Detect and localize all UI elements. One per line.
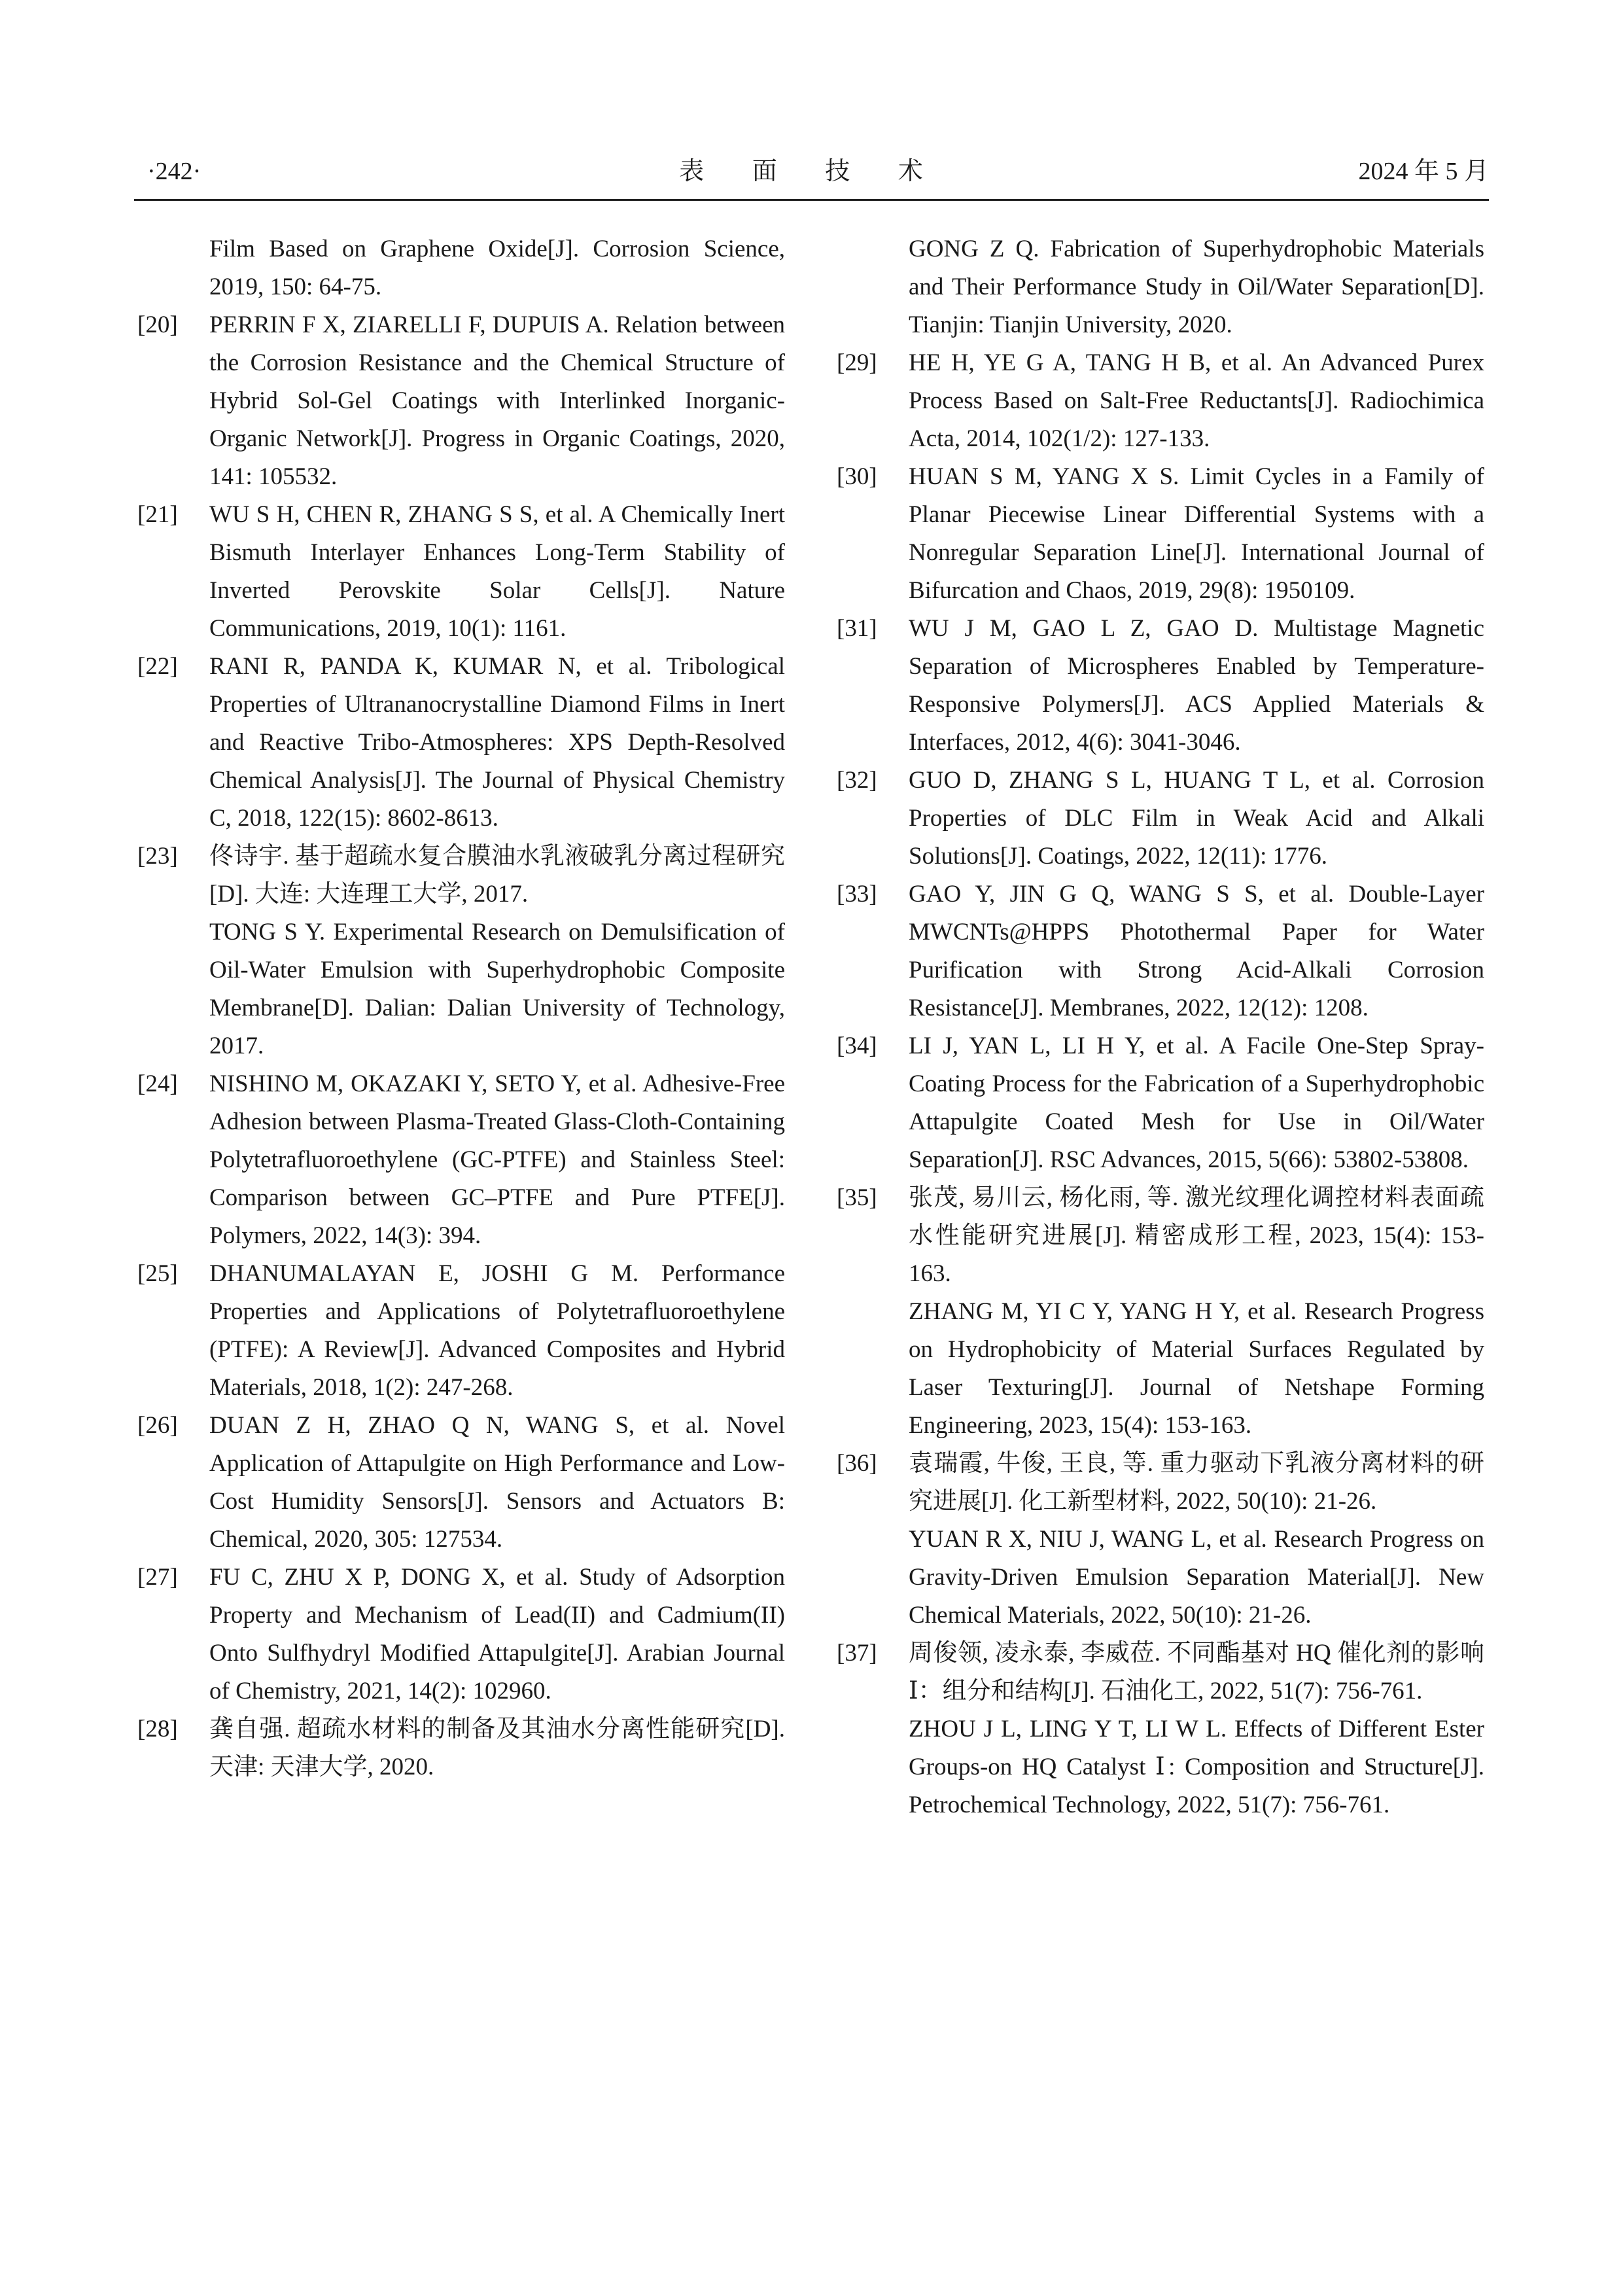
reference-text: LI J, YAN L, LI H Y, et al. A Facile One-Step Spray-Coating Process for the Fabrication of a Superhydrophobic Attapulgite Coated Mesh for Use in Oil/Water Separation[J]. RSC Advances, 2015, 5(66): 53802-53808. <box>909 1033 1484 1173</box>
reference-entry <box>137 648 785 838</box>
reference-text-english: ZHOU J L, LING Y T, LI W L. Effects of Different Ester Groups-on HQ Catalyst Ⅰ: Composition and Structure[J]. Petrochemical Technology, 2022, 51(7): 756-761. <box>909 1716 1484 1818</box>
reference-number: [31] <box>837 615 877 642</box>
reference-number: [34] <box>837 1033 877 1059</box>
reference-text-chinese: 袁瑞霞, 牛俊, 王良, 等. 重力驱动下乳液分离材料的研究进展[J]. 化工新型材料, 2022, 50(10): 21-26. <box>909 1450 1484 1515</box>
reference-entry <box>137 1710 785 1786</box>
reference-number: [30] <box>837 463 877 490</box>
reference-entry <box>137 306 785 496</box>
reference-number: [24] <box>137 1070 178 1097</box>
reference-entry <box>837 610 1484 762</box>
reference-entry <box>137 1559 785 1710</box>
reference-entry <box>837 1445 1484 1634</box>
reference-entry <box>137 230 785 306</box>
reference-number: [29] <box>837 349 877 376</box>
page-number: ·242· <box>147 158 201 185</box>
reference-number: [20] <box>137 311 178 338</box>
reference-entry <box>837 344 1484 458</box>
reference-text-english: ZHANG M, YI C Y, YANG H Y, et al. Research Progress on Hydrophobicity of Material Surfaces Regulated by Laser Texturing[J]. Journal of Netshape Forming Engineering, 2023, 15(4): 153-163. <box>909 1298 1484 1439</box>
reference-text-english: YUAN R X, NIU J, WANG L, et al. Research Progress on Gravity-Driven Emulsion Separation Material[J]. New Chemical Materials, 2022, 50(10): 21-26. <box>909 1526 1484 1629</box>
journal-title: 表 面 技 术 <box>679 158 944 185</box>
reference-text: PERRIN F X, ZIARELLI F, DUPUIS A. Relation between the Corrosion Resistance and the Chemical Structure of Hybrid Sol-Gel Coatings with Interlinked Inorganic-Organic Network[J]. Progress in Organic Coatings, 2020, 141: 105532. <box>209 311 785 490</box>
reference-entry <box>137 1255 785 1407</box>
reference-text: Film Based on Graphene Oxide[J]. Corrosion Science, 2019, 150: 64-75. <box>209 236 785 300</box>
reference-number: [27] <box>137 1564 178 1591</box>
reference-entry <box>837 1179 1484 1445</box>
reference-text: RANI R, PANDA K, KUMAR N, et al. Tribological Properties of Ultrananocrystalline Diamond Films in Inert and Reactive Tribo-Atmospheres: XPS Depth-Resolved Chemical Analysis[J]. The Journal of Physical Chemistry C, 2018, 122(15): 8602-8613. <box>209 653 785 832</box>
reference-entry <box>837 458 1484 610</box>
reference-text: DHANUMALAYAN E, JOSHI G M. Performance Properties and Applications of Polytetrafluoroethylene (PTFE): A Review[J]. Advanced Composites and Hybrid Materials, 2018, 1(2): 247-268. <box>209 1260 785 1401</box>
reference-number: [23] <box>137 843 178 870</box>
header-rule <box>134 199 1489 201</box>
reference-number: [35] <box>837 1184 877 1211</box>
reference-entry <box>837 1027 1484 1179</box>
reference-text-chinese: 张茂, 易川云, 杨化雨, 等. 激光纹理化调控材料表面疏水性能研究进展[J]. 精密成形工程, 2023, 15(4): 153-163. <box>909 1184 1484 1287</box>
reference-entry <box>137 838 785 1065</box>
reference-number: [32] <box>837 767 877 794</box>
reference-text-english: TONG S Y. Experimental Research on Demulsification of Oil-Water Emulsion with Superhydrophobic Composite Membrane[D]. Dalian: Dalian University of Technology, 2017. <box>209 919 785 1059</box>
reference-text: GAO Y, JIN G Q, WANG S S, et al. Double-Layer MWCNTs@HPPS Photothermal Paper for Water Purification with Strong Acid-Alkali Corrosion Resistance[J]. Membranes, 2022, 12(12): 1208. <box>909 881 1484 1021</box>
reference-number: [33] <box>837 881 877 908</box>
reference-number: [21] <box>137 501 178 528</box>
reference-entry <box>837 875 1484 1027</box>
issue-date: 2024 年 5 月 <box>1358 158 1489 185</box>
reference-text: WU S H, CHEN R, ZHANG S S, et al. A Chemically Inert Bismuth Interlayer Enhances Long-Term Stability of Inverted Perovskite Solar Cells[J]. Nature Communications, 2019, 10(1): 1161. <box>209 501 785 642</box>
reference-text: NISHINO M, OKAZAKI Y, SETO Y, et al. Adhesive-Free Adhesion between Plasma-Treated Glass-Cloth-Containing Polytetrafluoroethylene (GC-PTFE) and Stainless Steel: Comparison between GC–PTFE and Pure PTFE[J]. Polymers, 2022, 14(3): 394. <box>209 1070 785 1249</box>
reference-text-chinese: 佟诗宇. 基于超疏水复合膜油水乳液破乳分离过程研究[D]. 大连: 大连理工大学, 2017. <box>209 843 785 908</box>
reference-text-english: GONG Z Q. Fabrication of Superhydrophobic Materials and Their Performance Study in Oil/Water Separation[D]. Tianjin: Tianjin University, 2020. <box>909 236 1484 338</box>
reference-entry <box>837 1634 1484 1824</box>
reference-entry <box>837 230 1484 344</box>
reference-number: [22] <box>137 653 178 680</box>
reference-number: [37] <box>837 1640 877 1667</box>
reference-entry <box>137 1407 785 1559</box>
reference-text-chinese: 龚自强. 超疏水材料的制备及其油水分离性能研究[D]. 天津: 天津大学, 2020. <box>209 1716 785 1780</box>
reference-column-right <box>837 230 1484 1824</box>
reference-text-chinese: 周俊领, 凌永泰, 李威莅. 不同酯基对 HQ 催化剂的影响Ⅰ：组分和结构[J]. 石油化工, 2022, 51(7): 756-761. <box>909 1640 1484 1704</box>
reference-number: [28] <box>137 1716 178 1742</box>
reference-entry <box>837 762 1484 875</box>
running-header <box>134 156 1489 196</box>
reference-number: [36] <box>837 1450 877 1477</box>
reference-entry <box>137 496 785 648</box>
reference-text: FU C, ZHU X P, DONG X, et al. Study of Adsorption Property and Mechanism of Lead(II) and Cadmium(II) Onto Sulfhydryl Modified Attapulgite[J]. Arabian Journal of Chemistry, 2021, 14(2): 102960. <box>209 1564 785 1704</box>
reference-text: WU J M, GAO L Z, GAO D. Multistage Magnetic Separation of Microspheres Enabled by Temperature-Responsive Polymers[J]. ACS Applied Materials & Interfaces, 2012, 4(6): 3041-3046. <box>909 615 1484 756</box>
reference-number: [26] <box>137 1412 178 1439</box>
reference-entry <box>137 1065 785 1255</box>
reference-column-left <box>137 230 785 1786</box>
reference-number: [25] <box>137 1260 178 1287</box>
reference-text: HE H, YE G A, TANG H B, et al. An Advanced Purex Process Based on Salt-Free Reductants[J]. Radiochimica Acta, 2014, 102(1/2): 127-133. <box>909 349 1484 452</box>
reference-text: GUO D, ZHANG S L, HUANG T L, et al. Corrosion Properties of DLC Film in Weak Acid and Alkali Solutions[J]. Coatings, 2022, 12(11): 1776. <box>909 767 1484 870</box>
reference-text: DUAN Z H, ZHAO Q N, WANG S, et al. Novel Application of Attapulgite on High Performance and Low-Cost Humidity Sensors[J]. Sensors and Actuators B: Chemical, 2020, 305: 127534. <box>209 1412 785 1553</box>
reference-text: HUAN S M, YANG X S. Limit Cycles in a Family of Planar Piecewise Linear Differential Systems with a Nonregular Separation Line[J]. International Journal of Bifurcation and Chaos, 2019, 29(8): 1950109. <box>909 463 1484 604</box>
